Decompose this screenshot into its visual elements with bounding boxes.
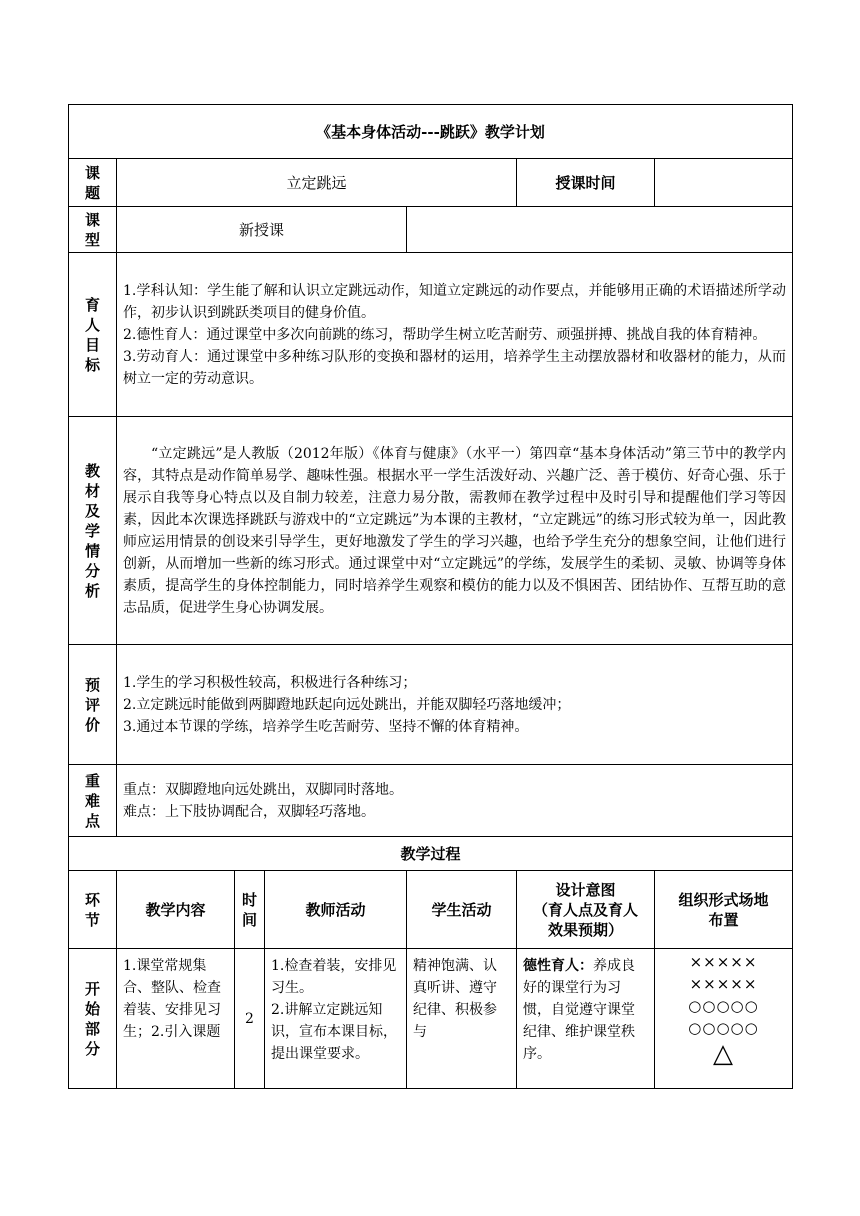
row-student: 精神饱满、认真听讲、遵守纪律、积极参与 (407, 949, 517, 1089)
pre-eval-label: 预 评 价 (69, 645, 117, 765)
header-stage: 环 节 (69, 871, 117, 949)
goal-item: 2.德性育人：通过课堂中多次向前跳的练习，帮助学生树立吃苦耐劳、顽强拼搏、挑战自我的体育精神。 (123, 326, 767, 343)
row-design (517, 949, 655, 1089)
time-label: 授课时间 (517, 159, 655, 207)
plan-title: 《基本身体活动---跳跃》教学计划 (69, 105, 793, 159)
pre-eval-content (117, 645, 793, 765)
formation-line: ××××× (689, 975, 758, 993)
header-time: 时 间 (235, 871, 265, 949)
analysis-content (117, 417, 793, 645)
key-point-item: 重点：双脚蹬地向远处跳出，双脚同时落地。 (123, 781, 403, 798)
formation-line: ××××× (689, 953, 758, 971)
lesson-plan (68, 104, 792, 1089)
header-design: 设计意图 （育人点及育人 效果预期） (517, 871, 655, 949)
header-student: 学生活动 (407, 871, 517, 949)
formation-line: ○○○○○ (688, 997, 759, 1015)
key-points-label: 重 难 点 (69, 765, 117, 837)
analysis-text: “立定跳远”是人教版（2012年版）《体育与健康》（水平一）第四章“基本身体活动”第三节中的教学内容，其特点是动作简单易学、趣味性强。根据水平一学生活泼好动、兴趣广泛、善于模仿、好奇心强、乐于展示自我等身心特点以及自制力较差，注意力易分散，需教师在教学过程中及时引导和提醒他们学习等因素，因此本次课选择跳跃与游戏中的“立定跳远”为本课的主教材，“立定跳远”的练习形式较为单一，因此教师应运用情景的创设来引导学生，更好地激发了学生的学习兴趣，也给予学生充分的想象空间，让他们进行创新，从而增加一些新的练习形式。通过课堂中对“立定跳远”的学练，发展学生的柔韧、灵敏、协调等身体素质，提高学生的身体控制能力，同时培养学生观察和模仿的能力以及不惧困苦、团结协作、互帮互助的意志品质，促进学生身心协调发展。 (123, 445, 786, 616)
header-teacher: 教师活动 (265, 871, 407, 949)
process-title: 教学过程 (69, 837, 793, 871)
type-label: 课 型 (69, 207, 117, 253)
row-content: 1.课堂常规集合、整队、检查着装、安排见习生；2.引入课题 (117, 949, 235, 1089)
row-teacher (265, 949, 407, 1089)
row-formation (655, 949, 793, 1089)
design-bold: 德性育人： (523, 958, 593, 974)
pre-eval-item: 1.学生的学习积极性较高，积极进行各种练习； (123, 674, 417, 691)
stage-start: 开 始 部 分 (69, 949, 117, 1089)
pre-eval-item: 3.通过本节课的学练，培养学生吃苦耐劳、坚持不懈的体育精神。 (123, 718, 529, 735)
header-org: 组织形式场地 布置 (655, 871, 793, 949)
lesson-plan-table (68, 104, 793, 1089)
teacher-triangle-icon: △ (713, 1039, 734, 1069)
type-empty-cell (407, 207, 793, 253)
goals-label: 育 人 目 标 (69, 253, 117, 417)
analysis-label: 教 材 及 学 情 分 析 (69, 417, 117, 645)
goal-item: 3.劳动育人：通过课堂中多种练习队形的变换和器材的运用，培养学生主动摆放器材和收器材的能力，从而树立一定的劳动意识。 (123, 348, 786, 387)
key-point-item: 难点：上下肢协调配合，双脚轻巧落地。 (123, 803, 375, 820)
row-time: 2 (235, 949, 265, 1089)
key-points-content (117, 765, 793, 837)
time-value (655, 159, 793, 207)
topic-value: 立定跳远 (117, 159, 517, 207)
header-content: 教学内容 (117, 871, 235, 949)
design-text: 养成良好的课堂行为习惯，自觉遵守课堂纪律、维护课堂秩序。 (523, 958, 635, 1062)
type-value: 新授课 (117, 207, 407, 253)
goals-content (117, 253, 793, 417)
teacher-step: 2.讲解立定跳远知识，宣布本课目标，提出课堂要求。 (271, 1002, 397, 1062)
teacher-step: 1.检查着装，安排见习生。 (271, 958, 397, 996)
formation-line: ○○○○○ (688, 1019, 759, 1037)
pre-eval-item: 2.立定跳远时能做到两脚蹬地跃起向远处跳出，并能双脚轻巧落地缓冲； (123, 696, 571, 713)
topic-label: 课 题 (69, 159, 117, 207)
goal-item: 1.学科认知：学生能了解和认识立定跳远动作，知道立定跳远的动作要点，并能够用正确的术语描述所学动作，初步认识到跳跃类项目的健身价值。 (123, 282, 786, 321)
